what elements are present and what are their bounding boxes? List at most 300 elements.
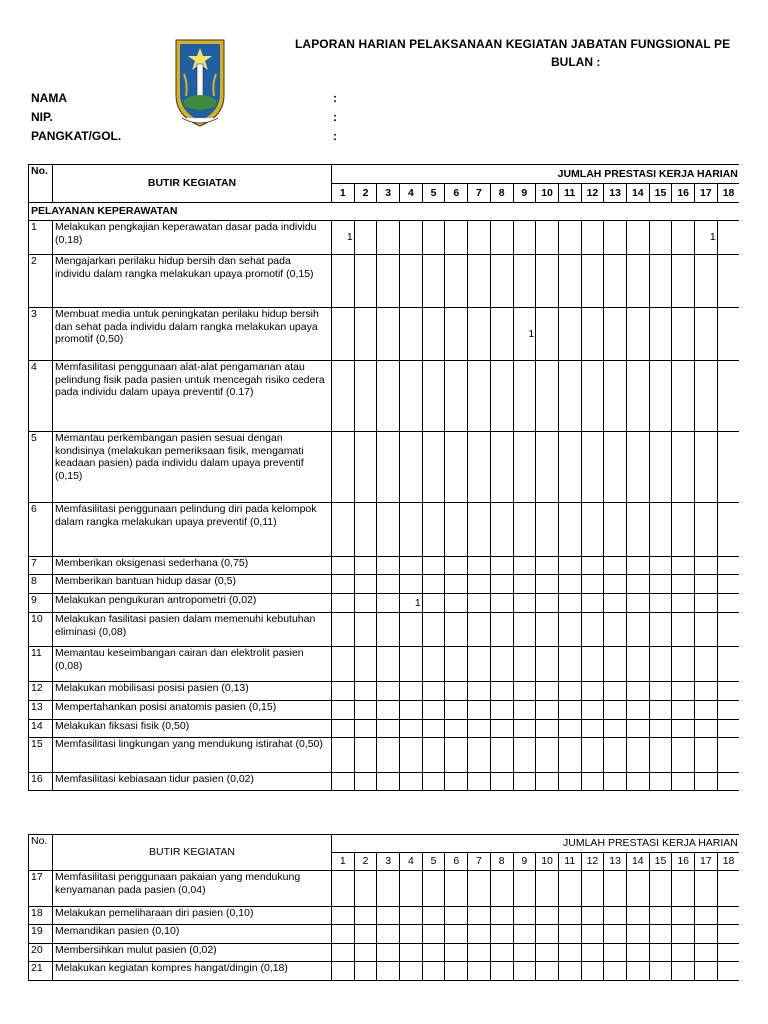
day-cell[interactable]	[581, 361, 604, 432]
day-cell[interactable]	[377, 738, 400, 773]
day-cell[interactable]	[695, 944, 718, 962]
day-cell[interactable]	[400, 738, 423, 773]
day-cell[interactable]	[672, 308, 695, 361]
day-cell[interactable]	[332, 701, 355, 720]
day-cell[interactable]	[536, 647, 559, 682]
day-cell[interactable]	[558, 575, 581, 594]
day-cell[interactable]	[490, 647, 513, 682]
day-cell[interactable]	[354, 925, 377, 944]
day-cell[interactable]	[536, 308, 559, 361]
day-cell[interactable]	[490, 738, 513, 773]
day-cell[interactable]	[717, 647, 740, 682]
day-cell[interactable]	[672, 221, 695, 255]
day-cell[interactable]	[672, 361, 695, 432]
day-cell[interactable]	[581, 871, 604, 907]
day-cell[interactable]	[649, 773, 672, 791]
day-cell[interactable]	[672, 613, 695, 647]
day-cell[interactable]	[717, 701, 740, 720]
day-cell[interactable]	[400, 871, 423, 907]
day-cell[interactable]	[581, 575, 604, 594]
day-cell[interactable]	[422, 308, 445, 361]
day-cell[interactable]	[626, 682, 649, 701]
day-cell[interactable]	[558, 738, 581, 773]
day-cell[interactable]	[626, 308, 649, 361]
day-cell[interactable]	[558, 907, 581, 925]
day-cell[interactable]	[604, 594, 627, 613]
day-cell[interactable]	[513, 701, 536, 720]
day-cell[interactable]	[695, 361, 718, 432]
day-cell[interactable]	[536, 871, 559, 907]
day-cell[interactable]	[490, 503, 513, 557]
day-cell[interactable]	[422, 594, 445, 613]
day-cell[interactable]	[536, 773, 559, 791]
day-cell[interactable]	[717, 907, 740, 925]
day-cell[interactable]	[377, 773, 400, 791]
day-cell[interactable]	[332, 361, 355, 432]
day-cell[interactable]	[717, 962, 740, 981]
day-cell[interactable]	[536, 944, 559, 962]
day-cell[interactable]	[626, 361, 649, 432]
day-cell[interactable]	[490, 682, 513, 701]
day-cell[interactable]	[626, 720, 649, 738]
day-cell[interactable]	[377, 221, 400, 255]
day-cell[interactable]	[536, 594, 559, 613]
day-cell[interactable]	[400, 432, 423, 503]
day-cell[interactable]	[649, 432, 672, 503]
day-cell[interactable]	[332, 871, 355, 907]
day-cell[interactable]	[581, 944, 604, 962]
day-cell[interactable]	[604, 907, 627, 925]
day-cell[interactable]	[672, 738, 695, 773]
day-cell[interactable]	[377, 647, 400, 682]
day-cell[interactable]	[445, 701, 468, 720]
day-cell[interactable]	[490, 701, 513, 720]
day-cell[interactable]	[400, 308, 423, 361]
day-cell[interactable]	[377, 575, 400, 594]
day-cell[interactable]	[558, 773, 581, 791]
day-cell[interactable]	[536, 503, 559, 557]
day-cell[interactable]	[377, 871, 400, 907]
day-cell[interactable]	[536, 720, 559, 738]
day-cell[interactable]	[332, 255, 355, 308]
day-cell[interactable]	[332, 907, 355, 925]
day-cell[interactable]	[468, 308, 491, 361]
day-cell[interactable]	[400, 503, 423, 557]
day-cell[interactable]	[468, 944, 491, 962]
day-cell[interactable]	[649, 221, 672, 255]
day-cell[interactable]	[490, 907, 513, 925]
day-cell[interactable]	[717, 738, 740, 773]
day-cell[interactable]	[490, 255, 513, 308]
day-cell[interactable]	[717, 871, 740, 907]
day-cell[interactable]	[581, 432, 604, 503]
day-cell[interactable]	[536, 682, 559, 701]
day-cell[interactable]	[717, 613, 740, 647]
day-cell[interactable]	[332, 647, 355, 682]
day-cell[interactable]: 1	[400, 594, 423, 613]
day-cell[interactable]	[354, 738, 377, 773]
day-cell[interactable]	[649, 682, 672, 701]
day-cell[interactable]	[445, 557, 468, 575]
day-cell[interactable]	[604, 720, 627, 738]
day-cell[interactable]	[354, 432, 377, 503]
day-cell[interactable]	[649, 720, 672, 738]
day-cell[interactable]	[536, 738, 559, 773]
day-cell[interactable]	[604, 773, 627, 791]
day-cell[interactable]	[468, 432, 491, 503]
day-cell[interactable]	[558, 594, 581, 613]
day-cell[interactable]	[422, 871, 445, 907]
day-cell[interactable]	[445, 773, 468, 791]
day-cell[interactable]	[695, 575, 718, 594]
day-cell[interactable]	[649, 613, 672, 647]
day-cell[interactable]	[490, 361, 513, 432]
day-cell[interactable]	[513, 647, 536, 682]
day-cell[interactable]	[468, 701, 491, 720]
day-cell[interactable]	[422, 557, 445, 575]
day-cell[interactable]	[581, 962, 604, 981]
day-cell[interactable]	[445, 255, 468, 308]
day-cell[interactable]	[468, 613, 491, 647]
day-cell[interactable]	[377, 720, 400, 738]
day-cell[interactable]	[626, 647, 649, 682]
day-cell[interactable]	[536, 255, 559, 308]
day-cell[interactable]	[490, 773, 513, 791]
day-cell[interactable]	[581, 503, 604, 557]
day-cell[interactable]	[400, 701, 423, 720]
day-cell[interactable]	[604, 701, 627, 720]
day-cell[interactable]	[400, 557, 423, 575]
day-cell[interactable]	[536, 361, 559, 432]
day-cell[interactable]	[558, 701, 581, 720]
day-cell[interactable]	[445, 682, 468, 701]
day-cell[interactable]	[354, 503, 377, 557]
day-cell[interactable]	[377, 944, 400, 962]
day-cell[interactable]	[468, 962, 491, 981]
day-cell[interactable]	[558, 682, 581, 701]
day-cell[interactable]	[558, 432, 581, 503]
day-cell[interactable]	[445, 361, 468, 432]
day-cell[interactable]	[649, 738, 672, 773]
day-cell[interactable]	[422, 944, 445, 962]
day-cell[interactable]: 1	[332, 221, 355, 255]
day-cell[interactable]	[422, 613, 445, 647]
day-cell[interactable]	[649, 962, 672, 981]
day-cell[interactable]	[468, 871, 491, 907]
day-cell[interactable]	[513, 720, 536, 738]
day-cell[interactable]	[672, 701, 695, 720]
day-cell[interactable]	[581, 255, 604, 308]
day-cell[interactable]	[672, 773, 695, 791]
day-cell[interactable]	[468, 907, 491, 925]
day-cell[interactable]	[422, 221, 445, 255]
day-cell[interactable]	[626, 738, 649, 773]
day-cell[interactable]	[649, 575, 672, 594]
day-cell[interactable]	[400, 361, 423, 432]
day-cell[interactable]	[422, 361, 445, 432]
day-cell[interactable]	[354, 647, 377, 682]
day-cell[interactable]	[626, 701, 649, 720]
day-cell[interactable]	[604, 557, 627, 575]
day-cell[interactable]	[604, 432, 627, 503]
day-cell[interactable]	[354, 557, 377, 575]
day-cell[interactable]	[626, 255, 649, 308]
day-cell[interactable]	[445, 503, 468, 557]
day-cell[interactable]	[422, 503, 445, 557]
day-cell[interactable]	[536, 613, 559, 647]
day-cell[interactable]	[536, 221, 559, 255]
day-cell[interactable]	[377, 701, 400, 720]
day-cell[interactable]	[513, 738, 536, 773]
day-cell[interactable]	[468, 594, 491, 613]
day-cell[interactable]	[490, 308, 513, 361]
day-cell[interactable]	[354, 361, 377, 432]
day-cell[interactable]	[649, 647, 672, 682]
day-cell[interactable]	[695, 255, 718, 308]
day-cell[interactable]	[581, 925, 604, 944]
day-cell[interactable]	[558, 613, 581, 647]
day-cell[interactable]	[626, 613, 649, 647]
day-cell[interactable]	[513, 361, 536, 432]
day-cell[interactable]	[490, 720, 513, 738]
day-cell[interactable]	[672, 575, 695, 594]
day-cell[interactable]	[581, 773, 604, 791]
day-cell[interactable]	[445, 647, 468, 682]
day-cell[interactable]	[468, 575, 491, 594]
day-cell[interactable]	[581, 701, 604, 720]
day-cell[interactable]	[513, 944, 536, 962]
day-cell[interactable]	[377, 925, 400, 944]
day-cell[interactable]	[558, 503, 581, 557]
day-cell[interactable]	[536, 962, 559, 981]
day-cell[interactable]	[400, 962, 423, 981]
day-cell[interactable]	[377, 594, 400, 613]
day-cell[interactable]	[513, 773, 536, 791]
day-cell[interactable]	[649, 255, 672, 308]
day-cell[interactable]	[332, 962, 355, 981]
day-cell[interactable]	[513, 613, 536, 647]
day-cell[interactable]	[513, 871, 536, 907]
day-cell[interactable]	[490, 871, 513, 907]
day-cell[interactable]	[604, 871, 627, 907]
day-cell[interactable]	[536, 907, 559, 925]
day-cell[interactable]	[558, 255, 581, 308]
day-cell[interactable]	[695, 773, 718, 791]
day-cell[interactable]	[672, 557, 695, 575]
day-cell[interactable]	[604, 647, 627, 682]
day-cell[interactable]	[332, 925, 355, 944]
day-cell[interactable]	[377, 308, 400, 361]
day-cell[interactable]	[672, 871, 695, 907]
day-cell[interactable]	[672, 925, 695, 944]
day-cell[interactable]	[445, 962, 468, 981]
day-cell[interactable]	[536, 701, 559, 720]
day-cell[interactable]	[626, 557, 649, 575]
day-cell[interactable]	[695, 962, 718, 981]
day-cell[interactable]	[581, 647, 604, 682]
day-cell[interactable]	[649, 308, 672, 361]
day-cell[interactable]	[717, 682, 740, 701]
day-cell[interactable]	[332, 773, 355, 791]
day-cell[interactable]	[604, 308, 627, 361]
day-cell[interactable]	[490, 221, 513, 255]
day-cell[interactable]	[626, 773, 649, 791]
day-cell[interactable]	[354, 701, 377, 720]
day-cell[interactable]	[513, 503, 536, 557]
day-cell[interactable]	[422, 432, 445, 503]
day-cell[interactable]	[332, 575, 355, 594]
day-cell[interactable]	[490, 962, 513, 981]
day-cell[interactable]	[468, 773, 491, 791]
day-cell[interactable]	[332, 594, 355, 613]
day-cell[interactable]	[695, 557, 718, 575]
day-cell[interactable]	[354, 682, 377, 701]
day-cell[interactable]	[445, 432, 468, 503]
day-cell[interactable]	[332, 682, 355, 701]
day-cell[interactable]	[445, 871, 468, 907]
day-cell[interactable]	[695, 701, 718, 720]
day-cell[interactable]	[626, 962, 649, 981]
day-cell[interactable]	[604, 738, 627, 773]
day-cell[interactable]	[490, 557, 513, 575]
day-cell[interactable]	[354, 773, 377, 791]
day-cell[interactable]	[377, 557, 400, 575]
day-cell[interactable]	[626, 944, 649, 962]
day-cell[interactable]	[649, 871, 672, 907]
day-cell[interactable]	[445, 925, 468, 944]
day-cell[interactable]	[422, 575, 445, 594]
day-cell[interactable]	[581, 557, 604, 575]
day-cell[interactable]	[445, 308, 468, 361]
day-cell[interactable]	[649, 594, 672, 613]
day-cell[interactable]	[672, 944, 695, 962]
day-cell[interactable]	[377, 682, 400, 701]
day-cell[interactable]	[695, 738, 718, 773]
day-cell[interactable]	[513, 682, 536, 701]
day-cell[interactable]	[400, 720, 423, 738]
day-cell[interactable]	[717, 432, 740, 503]
day-cell[interactable]	[695, 613, 718, 647]
day-cell[interactable]	[581, 594, 604, 613]
day-cell[interactable]	[400, 575, 423, 594]
day-cell[interactable]	[445, 944, 468, 962]
day-cell[interactable]	[422, 738, 445, 773]
day-cell[interactable]	[717, 720, 740, 738]
day-cell[interactable]	[695, 432, 718, 503]
day-cell[interactable]	[604, 575, 627, 594]
day-cell[interactable]	[536, 432, 559, 503]
day-cell[interactable]	[604, 944, 627, 962]
day-cell[interactable]	[468, 503, 491, 557]
day-cell[interactable]	[400, 682, 423, 701]
day-cell[interactable]	[422, 773, 445, 791]
day-cell[interactable]	[695, 308, 718, 361]
day-cell[interactable]	[649, 701, 672, 720]
day-cell[interactable]	[445, 720, 468, 738]
day-cell[interactable]	[468, 720, 491, 738]
day-cell[interactable]	[626, 925, 649, 944]
day-cell[interactable]	[672, 432, 695, 503]
day-cell[interactable]	[672, 907, 695, 925]
day-cell[interactable]	[581, 221, 604, 255]
day-cell[interactable]	[695, 907, 718, 925]
day-cell[interactable]	[672, 962, 695, 981]
day-cell[interactable]	[513, 221, 536, 255]
day-cell[interactable]	[468, 557, 491, 575]
day-cell[interactable]	[354, 255, 377, 308]
day-cell[interactable]	[332, 557, 355, 575]
day-cell[interactable]	[626, 871, 649, 907]
day-cell[interactable]	[695, 720, 718, 738]
day-cell[interactable]	[490, 944, 513, 962]
day-cell[interactable]	[695, 871, 718, 907]
day-cell[interactable]	[422, 962, 445, 981]
day-cell[interactable]	[513, 255, 536, 308]
day-cell[interactable]	[445, 738, 468, 773]
day-cell[interactable]	[536, 575, 559, 594]
day-cell[interactable]	[558, 557, 581, 575]
day-cell[interactable]	[558, 221, 581, 255]
day-cell[interactable]	[581, 682, 604, 701]
day-cell[interactable]	[422, 701, 445, 720]
day-cell[interactable]	[490, 613, 513, 647]
day-cell[interactable]	[332, 944, 355, 962]
day-cell[interactable]	[672, 594, 695, 613]
day-cell[interactable]	[695, 925, 718, 944]
day-cell[interactable]	[400, 907, 423, 925]
day-cell[interactable]	[377, 361, 400, 432]
day-cell[interactable]	[717, 361, 740, 432]
day-cell[interactable]	[445, 221, 468, 255]
day-cell[interactable]	[649, 361, 672, 432]
day-cell[interactable]	[626, 575, 649, 594]
day-cell[interactable]	[672, 503, 695, 557]
day-cell[interactable]	[490, 575, 513, 594]
day-cell[interactable]	[400, 925, 423, 944]
day-cell[interactable]	[445, 594, 468, 613]
day-cell[interactable]	[717, 221, 740, 255]
day-cell[interactable]	[400, 255, 423, 308]
day-cell[interactable]	[354, 871, 377, 907]
day-cell[interactable]	[354, 944, 377, 962]
day-cell[interactable]	[695, 594, 718, 613]
day-cell[interactable]	[558, 720, 581, 738]
day-cell[interactable]	[354, 575, 377, 594]
day-cell[interactable]	[354, 720, 377, 738]
day-cell[interactable]	[536, 557, 559, 575]
day-cell[interactable]	[445, 613, 468, 647]
day-cell[interactable]	[558, 361, 581, 432]
day-cell[interactable]	[400, 647, 423, 682]
day-cell[interactable]	[354, 221, 377, 255]
day-cell[interactable]	[422, 925, 445, 944]
day-cell[interactable]	[558, 308, 581, 361]
day-cell[interactable]	[536, 925, 559, 944]
day-cell[interactable]	[400, 944, 423, 962]
day-cell[interactable]	[626, 594, 649, 613]
day-cell[interactable]	[649, 925, 672, 944]
day-cell[interactable]	[445, 575, 468, 594]
day-cell[interactable]	[354, 962, 377, 981]
day-cell[interactable]	[626, 503, 649, 557]
day-cell[interactable]	[377, 432, 400, 503]
day-cell[interactable]	[400, 773, 423, 791]
day-cell[interactable]	[581, 308, 604, 361]
day-cell[interactable]	[400, 613, 423, 647]
day-cell[interactable]	[332, 308, 355, 361]
day-cell[interactable]	[717, 925, 740, 944]
day-cell[interactable]	[468, 255, 491, 308]
